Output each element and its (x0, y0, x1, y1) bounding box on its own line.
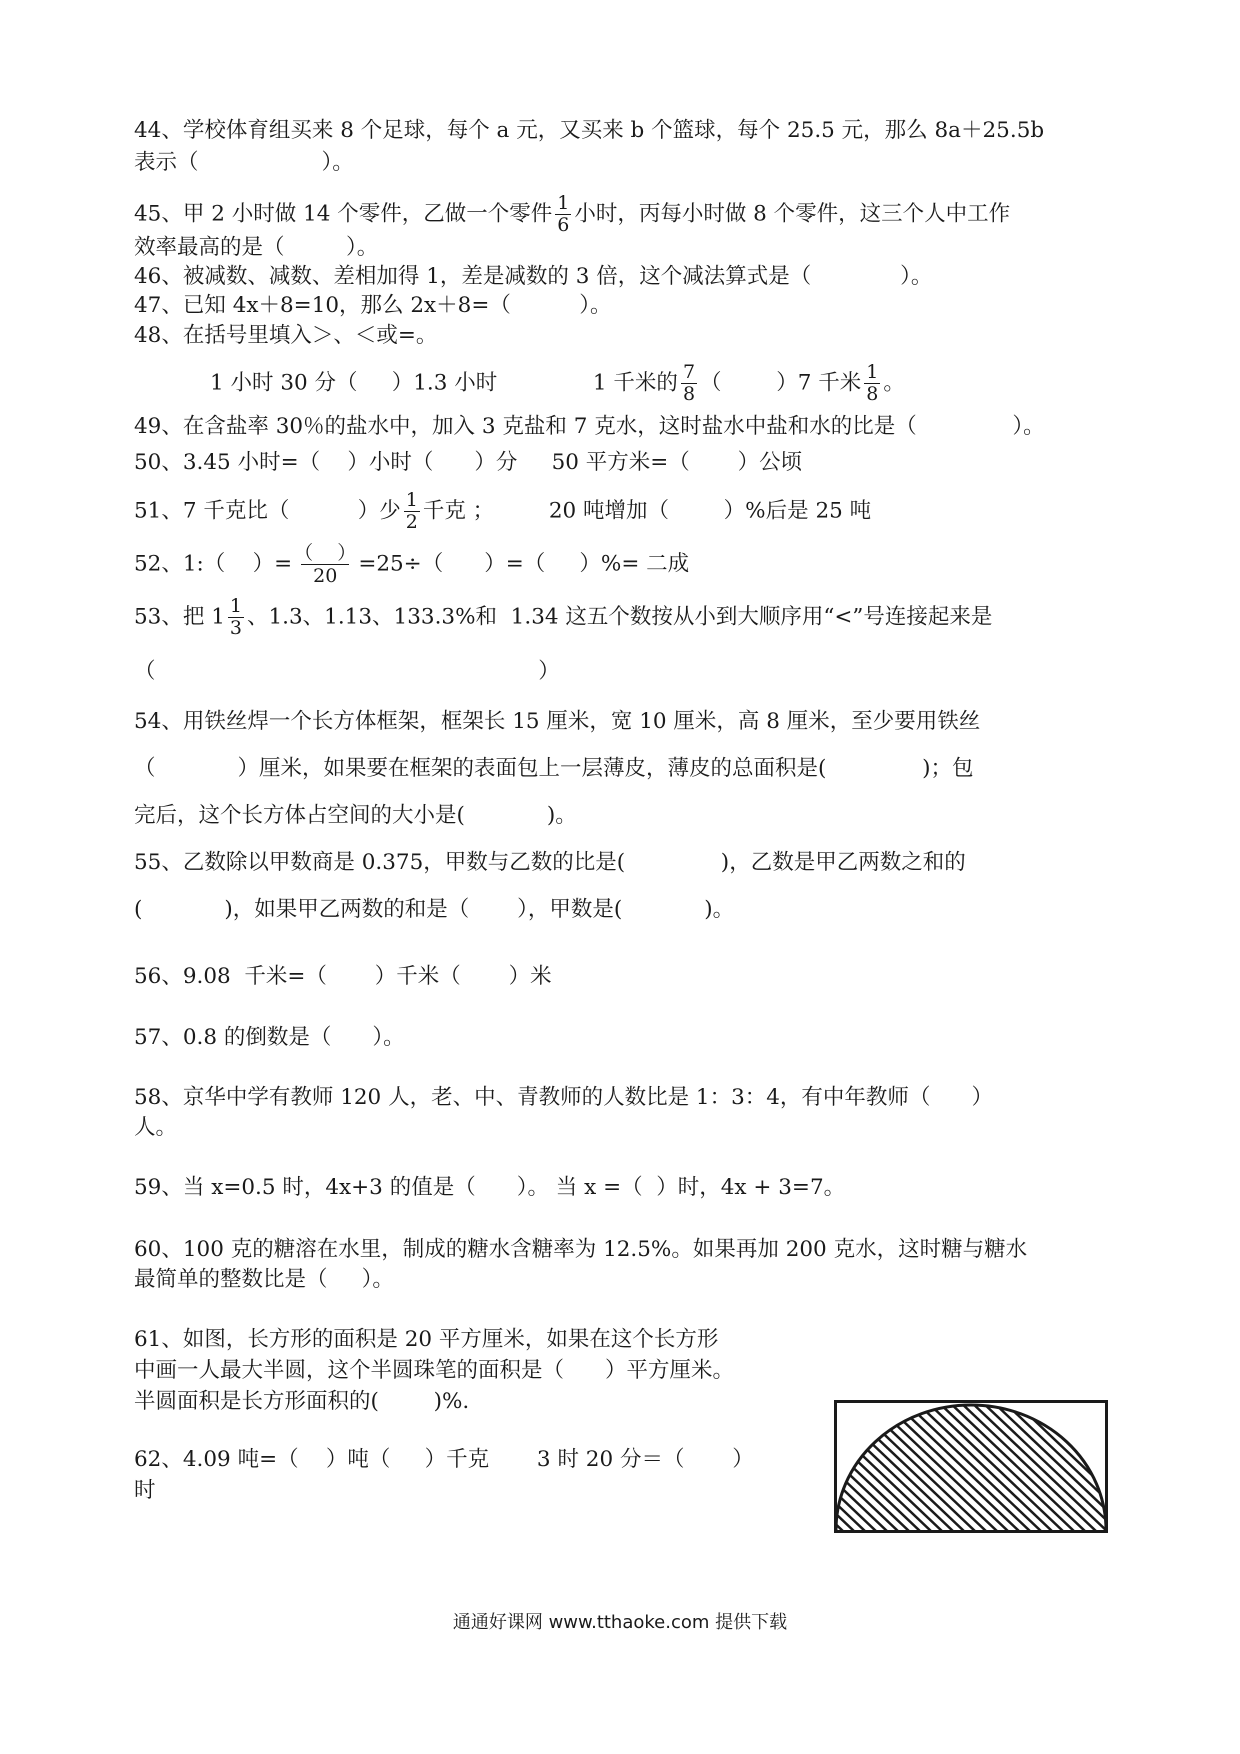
question-44-line1: 44、学校体育组买来 8 个足球，每个 a 元，又买来 b 个篮球，每个 25.5 元，那么 8a＋25.5b (134, 118, 1045, 143)
q51-text-pre: 51、7 千克比（ ）少 (134, 498, 401, 524)
fraction-denominator: 3 (229, 617, 242, 639)
question-58-line2: 人。 (134, 1115, 178, 1140)
fraction (681, 362, 697, 405)
question-54-line3: 完后，这个长方体占空间的大小是( )。 (134, 803, 577, 828)
question-59: 59、当 x=0.5 时，4x+3 的值是（ ）。 当 x =（ ）时，4x + 3=7。 (134, 1175, 846, 1200)
fraction-denominator: 8 (866, 383, 879, 405)
fraction-numerator: 1 (229, 595, 242, 617)
question-49: 49、在含盐率 30％的盐水中，加入 3 克盐和 7 克水，这时盐水中盐和水的比是（ ）。 (134, 414, 1045, 439)
question-47: 47、已知 4x＋8=10，那么 2x＋8=（ ）。 (134, 293, 612, 318)
question-52 (134, 542, 689, 587)
q51-text-post: 千克 ； 20 吨增加（ ）%后是 25 吨 (422, 498, 872, 524)
fraction (864, 362, 880, 405)
question-51 (134, 490, 871, 533)
fraction-denominator: 8 (682, 383, 696, 405)
question-57: 57、0.8 的倒数是（ ）。 (134, 1025, 405, 1050)
q48-text-post: 。 (883, 370, 905, 396)
question-60-line1: 60、100 克的糖溶在水里，制成的糖水含糖率为 12.5%。如果再加 200 克水，这时糖与糖水 (134, 1237, 1028, 1262)
question-55-line1: 55、乙数除以甲数商是 0.375，甲数与乙数的比是( )，乙数是甲乙两数之和的 (134, 850, 966, 875)
question-45-line1 (134, 193, 1010, 236)
fraction-numerator: 1 (405, 489, 418, 511)
question-45-line2: 效率最高的是（ ）。 (134, 235, 379, 260)
page-footer: 通通好课网 www.tthaoke.com 提供下载 (452, 1612, 788, 1633)
question-50: 50、3.45 小时=（ ）小时（ ）分 50 平方米=（ ）公顷 (134, 450, 803, 475)
question-61-line3: 半圆面积是长方形面积的( )%. (134, 1389, 470, 1414)
fraction-numerator: 1 (557, 192, 570, 214)
question-44-line2: 表示（ ）。 (134, 150, 354, 175)
question-58-line1: 58、京华中学有教师 120 人，老、中、青教师的人数比是 1：3：4，有中年教师（ ） (134, 1085, 993, 1110)
fraction-numerator: （ ） (294, 542, 357, 564)
q45-text-pre: 45、甲 2 小时做 14 个零件，乙做一个零件 (134, 201, 553, 227)
question-62-line2: 时 (134, 1478, 156, 1503)
question-48-items (210, 362, 905, 405)
fraction (555, 193, 571, 236)
question-62-line1: 62、4.09 吨=（ ）吨（ ）千克 3 时 20 分＝（ ） (134, 1447, 754, 1472)
q45-text-post: 小时，丙每小时做 8 个零件，这三个人中工作 (574, 201, 1011, 227)
question-53-line1 (134, 596, 992, 639)
fraction (404, 490, 420, 533)
question-53-line2: （ ） (134, 659, 560, 684)
fraction-denominator: 20 (301, 564, 349, 587)
question-46: 46、被减数、减数、差相加得 1，差是减数的 3 倍，这个减法算式是（ ）。 (134, 264, 933, 289)
q53-text-pre: 53、把 1 (134, 604, 225, 630)
fraction-denominator: 6 (557, 214, 570, 236)
question-54-line1: 54、用铁丝焊一个长方体框架，框架长 15 厘米，宽 10 厘米，高 8 厘米，至少要用铁丝 (134, 709, 981, 734)
question-48: 48、在括号里填入＞、＜或=。 (134, 323, 438, 348)
fraction-denominator: 2 (405, 511, 418, 533)
question-60-line2: 最简单的整数比是（ ）。 (134, 1267, 394, 1292)
question-61-line2: 中画一人最大半圆，这个半圆珠笔的面积是（ ）平方厘米。 (134, 1358, 735, 1383)
fraction (228, 596, 244, 639)
q52-text-post: =25÷（ ）=（ ）%= 二成 (358, 551, 690, 577)
q53-text-post: 、1.3、1.13、133.3%和 1.34 这五个数按从小到大顺序用“<”号连接起来是 (246, 604, 993, 630)
semicircle-figure (834, 1400, 1108, 1533)
question-55-line2: ( )，如果甲乙两数的和是（ ），甲数是( )。 (134, 897, 735, 922)
fraction-numerator: 7 (682, 361, 696, 383)
q48-text-pre: 1 小时 30 分（ ）1.3 小时 1 千米的 (210, 370, 678, 396)
question-61-line1: 61、如图，长方形的面积是 20 平方厘米，如果在这个长方形 (134, 1327, 719, 1352)
fraction (294, 542, 356, 587)
question-54-line2: （ ）厘米，如果要在框架的表面包上一层薄皮，薄皮的总面积是( )；包 (134, 756, 974, 781)
question-56: 56、9.08 千米=（ ）千米（ ）米 (134, 964, 552, 989)
q52-text-pre: 52、1:（ ）= (134, 551, 293, 577)
q48-text-mid: （ ）7 千米 (700, 370, 862, 396)
fraction-numerator: 1 (866, 361, 879, 383)
